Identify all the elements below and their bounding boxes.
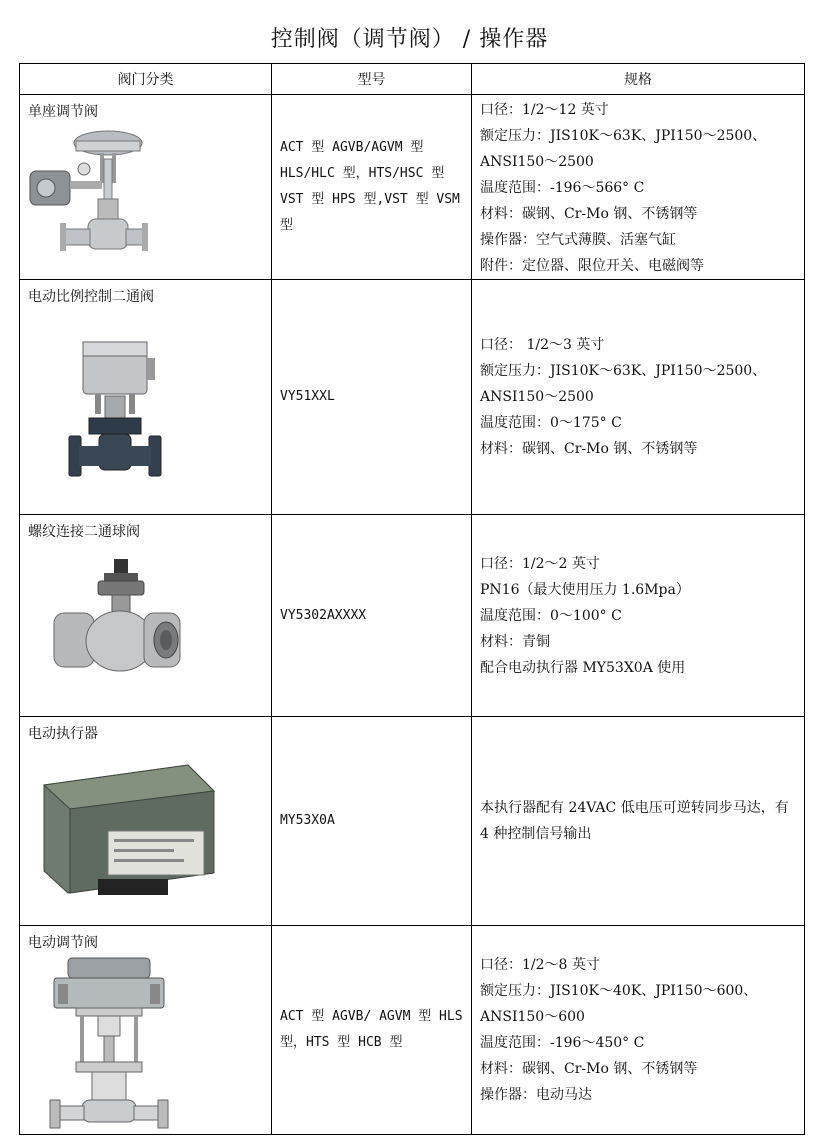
table-row [20,280,805,515]
spec-cell [472,280,805,515]
category-cell [20,95,272,280]
spec-line: 材料：碳钢、Cr-Mo 钢、不锈钢等 [480,1061,698,1077]
spec-line: 操作器：空气式薄膜、活塞气缸 [480,232,676,248]
spec-line: 操作器：电动马达 [480,1087,592,1103]
spec-cell [472,515,805,717]
spec-line: 口径：1/2～12 英寸 [480,102,609,118]
spec-line: 附件：定位器、限位开关、电磁阀等 [480,258,704,274]
spec-description: 本执行器配有 24VAC 低电压可逆转同步马达，有 4 种控制信号输出 [480,800,789,842]
spec-line: 温度范围：0～100° C [480,607,622,624]
spec-cell [472,717,805,926]
spec-line: 额定压力：JIS10K～63K、JPI150～2500、 [480,128,767,144]
spec-line: 材料：青铜 [480,633,550,650]
spec-line: 口径：1/2～2 英寸 [480,555,600,572]
spec-line: 配合电动执行器 MY53X0A 使用 [480,659,686,676]
header-category: 阀门分类 [20,64,272,95]
spec-line: 材料：碳钢、Cr-Mo 钢、不锈钢等 [480,441,698,457]
spec-line: 材料：碳钢、Cr-Mo 钢、不锈钢等 [480,206,698,222]
category-cell [20,280,272,515]
table-row [20,926,805,1135]
two-way-valve-image [65,338,165,488]
table-row [20,515,805,717]
header-spec: 规格 [472,64,805,95]
header-row [20,64,805,95]
model-cell: VY51XXL [272,280,472,515]
category-cell [20,717,272,926]
valve-table [19,63,805,1135]
category-name: 电动调节阀 [28,935,98,951]
single-seat-valve-image [28,129,148,275]
category-name: 电动比例控制二通阀 [28,289,154,305]
spec-line: PN16（最大使用压力 1.6Mpa） [480,581,690,598]
electric-control-valve-image [46,954,176,1132]
model-cell: MY53X0A [272,717,472,926]
spec-line: 温度范围：-196～450° C [480,1035,645,1051]
spec-line: 温度范围：-196～566° C [480,180,645,196]
page-title: 控制阀（调节阀） / 操作器 [270,27,549,52]
category-name: 单座调节阀 [28,104,98,120]
spec-cell [472,926,805,1135]
spec-line: ANSI150～600 [480,1009,585,1025]
category-name: 电动执行器 [28,726,98,742]
category-cell [20,926,272,1135]
spec-line: 温度范围：0～175° C [480,415,622,431]
model-cell: VY5302AXXXX [272,515,472,717]
category-cell [20,515,272,717]
model-cell: ACT 型 AGVB/AGVM 型 HLS/HLC 型，HTS/HSC 型 VST 型 HPS 型,VST 型 VSM 型 [272,95,472,280]
electric-actuator-image [38,761,218,899]
category-name: 螺纹连接二通球阀 [28,524,140,540]
spec-cell [472,95,805,280]
threaded-ball-valve-image [50,555,184,695]
table-row [20,717,805,926]
spec-line: 口径：1/2～8 英寸 [480,957,600,973]
spec-line: ANSI150～2500 [480,154,594,170]
spec-line: ANSI150～2500 [480,389,594,405]
header-model: 型号 [272,64,472,95]
table-row [20,95,805,280]
spec-line: 额定压力：JIS10K～63K、JPI150～2500、 [480,363,767,379]
model-cell: ACT 型 AGVB/ AGVM 型 HLS 型，HTS 型 HCB 型 [272,926,472,1135]
spec-line: 额定压力：JIS10K～40K、JPI150～600、 [480,983,758,999]
spec-line: 口径： 1/2～3 英寸 [480,337,605,353]
